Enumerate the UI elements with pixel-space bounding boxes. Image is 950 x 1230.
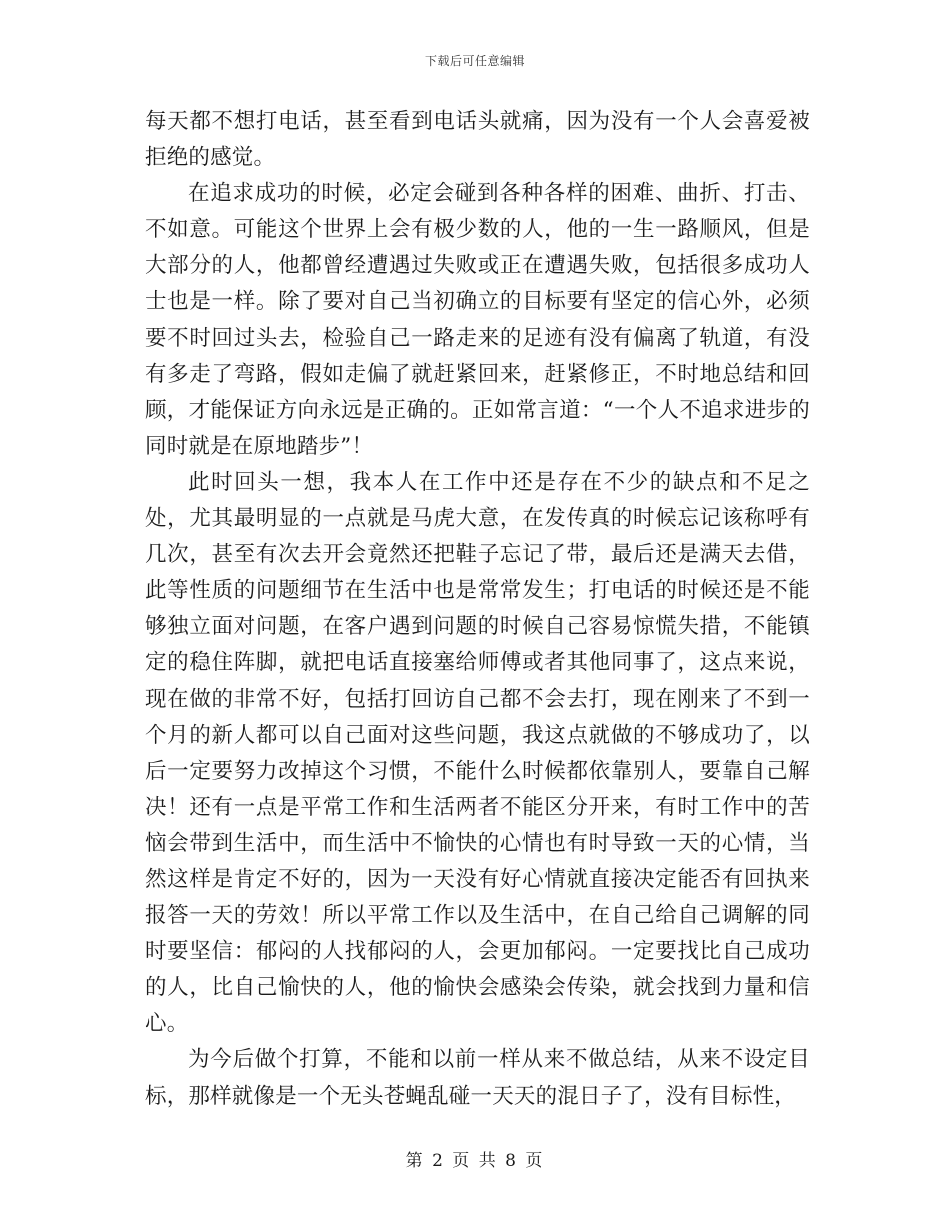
paragraph: 在追求成功的时候，必定会碰到各种各样的困难、曲折、打击、不如意。可能这个世界上会有极少数的人，他的一生一路顺风，但是大部分的人，他都曾经遭遇过失败或正在遭遇失败，包括很多成功人士也是一样。除了要对自己当初确立的目标要有坚定的信心外，必须要不时回过头去，检验自己一路走来的足迹有没有偏离了轨道，有没有多走了弯路，假如走偏了就赶紧回来，赶紧修正，不时地总结和回顾，才能保证方向永远是正确的。正如常言道：“一个人不追求进步的同时就是在原地踏步”！ xyxy=(145,181,810,459)
header-note: 下载后可任意编辑 xyxy=(424,54,525,68)
page-number-footer: 第 2 页 共 8 页 xyxy=(405,1151,545,1171)
paragraph: 为今后做个打算，不能和以前一样从来不做总结，从来不设定目标，那样就像是一个无头苍蝇乱碰一天天的混日子了，没有目标性， xyxy=(145,1047,810,1109)
paragraph-continuation: 每天都不想打电话，甚至看到电话头就痛，因为没有一个人会喜爱被拒绝的感觉。 xyxy=(145,109,810,171)
document-body xyxy=(145,104,810,1115)
paragraph: 此时回头一想，我本人在工作中还是存在不少的缺点和不足之处，尤其最明显的一点就是马虎大意，在发传真的时候忘记该称呼有几次，甚至有次去开会竟然还把鞋子忘记了带，最后还是满天去借，此等性质的问题细节在生活中也是常常发生；打电话的时候还是不能够独立面对问题，在客户遇到问题的时候自己容易惊慌失措，不能镇定的稳住阵脚，就把电话直接塞给师傅或者其他同事了，这点来说，现在做的非常不好，包括打回访自己都不会去打，现在刚来了不到一个月的新人都可以自己面对这些问题，我这点就做的不够成功了，以后一定要努力改掉这个习惯，不能什么时候都依靠别人，要靠自己解决！还有一点是平常工作和生活两者不能区分开来，有时工作中的苦恼会带到生活中，而生活中不愉快的心情也有时导致一天的心情，当然这样是肯定不好的，因为一天没有好心情就直接决定能否有回执来报答一天的劳效！所以平常工作以及生活中，在自己给自己调解的同时要坚信：郁闷的人找郁闷的人，会更加郁闷。一定要找比自己成功的人，比自己愉快的人，他的愉快会感染会传染，就会找到力量和信心。 xyxy=(145,469,810,1037)
